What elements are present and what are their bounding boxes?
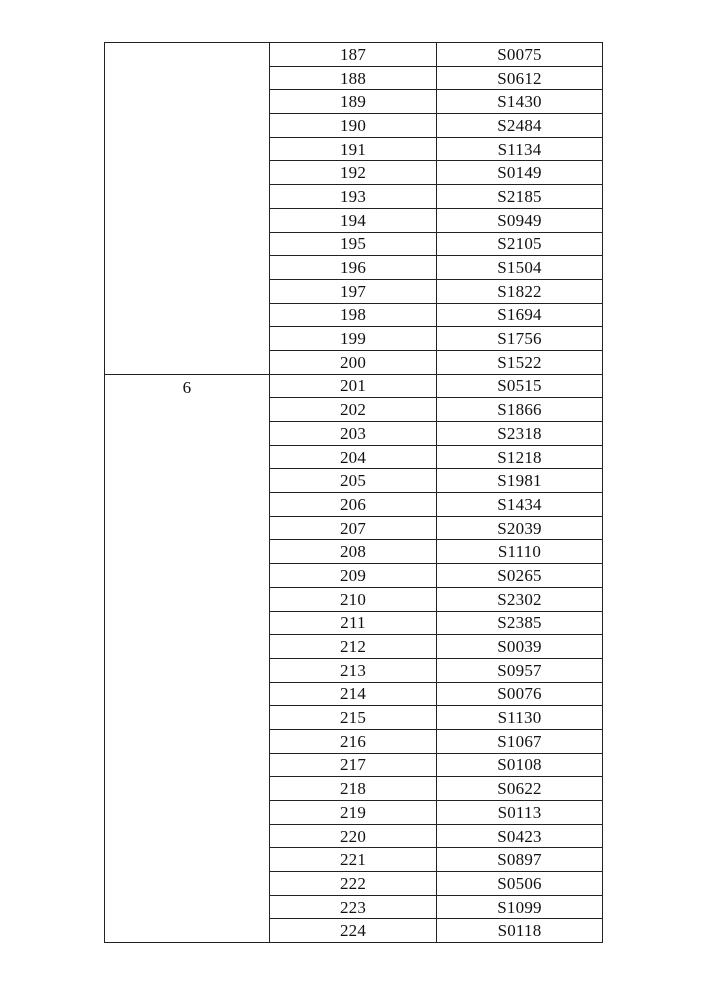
sequence-number-cell: 194 [270,208,437,232]
code-cell: S1522 [437,350,603,374]
code-cell: S0957 [437,658,603,682]
code-cell: S0622 [437,777,603,801]
code-cell: S1822 [437,279,603,303]
group-number-cell: 6 [105,374,270,943]
code-cell: S0423 [437,824,603,848]
sequence-number-cell: 190 [270,114,437,138]
sequence-number-cell: 198 [270,303,437,327]
sequence-number-cell: 193 [270,185,437,209]
code-cell: S2302 [437,587,603,611]
sequence-number-cell: 195 [270,232,437,256]
code-cell: S0113 [437,801,603,825]
sequence-number-cell: 192 [270,161,437,185]
roster-table-body [105,43,603,943]
sequence-number-cell: 204 [270,445,437,469]
code-cell: S0612 [437,66,603,90]
sequence-number-cell: 220 [270,824,437,848]
sequence-number-cell: 201 [270,374,437,398]
code-cell: S2185 [437,185,603,209]
code-cell: S0149 [437,161,603,185]
code-cell: S0265 [437,564,603,588]
code-cell: S2105 [437,232,603,256]
code-cell: S1110 [437,540,603,564]
code-cell: S2039 [437,516,603,540]
sequence-number-cell: 200 [270,350,437,374]
sequence-number-cell: 206 [270,493,437,517]
group-number-cell [105,43,270,375]
sequence-number-cell: 218 [270,777,437,801]
code-cell: S0076 [437,682,603,706]
sequence-number-cell: 223 [270,895,437,919]
code-cell: S1099 [437,895,603,919]
code-cell: S1134 [437,137,603,161]
code-cell: S0506 [437,872,603,896]
code-cell: S1130 [437,706,603,730]
sequence-number-cell: 216 [270,729,437,753]
sequence-number-cell: 199 [270,327,437,351]
sequence-number-cell: 187 [270,43,437,67]
sequence-number-cell: 188 [270,66,437,90]
code-cell: S2318 [437,422,603,446]
roster-table [104,42,603,943]
sequence-number-cell: 197 [270,279,437,303]
sequence-number-cell: 196 [270,256,437,280]
sequence-number-cell: 213 [270,658,437,682]
sequence-number-cell: 222 [270,872,437,896]
sequence-number-cell: 224 [270,919,437,943]
code-cell: S1430 [437,90,603,114]
code-cell: S1434 [437,493,603,517]
code-cell: S1756 [437,327,603,351]
sequence-number-cell: 212 [270,635,437,659]
code-cell: S0108 [437,753,603,777]
code-cell: S0075 [437,43,603,67]
code-cell: S0118 [437,919,603,943]
code-cell: S0949 [437,208,603,232]
sequence-number-cell: 217 [270,753,437,777]
code-cell: S0515 [437,374,603,398]
code-cell: S0039 [437,635,603,659]
sequence-number-cell: 191 [270,137,437,161]
code-cell: S1504 [437,256,603,280]
table-row [105,43,603,67]
sequence-number-cell: 207 [270,516,437,540]
sequence-number-cell: 210 [270,587,437,611]
sequence-number-cell: 189 [270,90,437,114]
code-cell: S1694 [437,303,603,327]
code-cell: S1067 [437,729,603,753]
sequence-number-cell: 202 [270,398,437,422]
code-cell: S2484 [437,114,603,138]
sequence-number-cell: 208 [270,540,437,564]
code-cell: S1218 [437,445,603,469]
code-cell: S1981 [437,469,603,493]
code-cell: S2385 [437,611,603,635]
sequence-number-cell: 203 [270,422,437,446]
sequence-number-cell: 205 [270,469,437,493]
sequence-number-cell: 209 [270,564,437,588]
sequence-number-cell: 214 [270,682,437,706]
sequence-number-cell: 215 [270,706,437,730]
table-row [105,374,603,398]
sequence-number-cell: 221 [270,848,437,872]
sequence-number-cell: 211 [270,611,437,635]
sequence-number-cell: 219 [270,801,437,825]
code-cell: S1866 [437,398,603,422]
code-cell: S0897 [437,848,603,872]
